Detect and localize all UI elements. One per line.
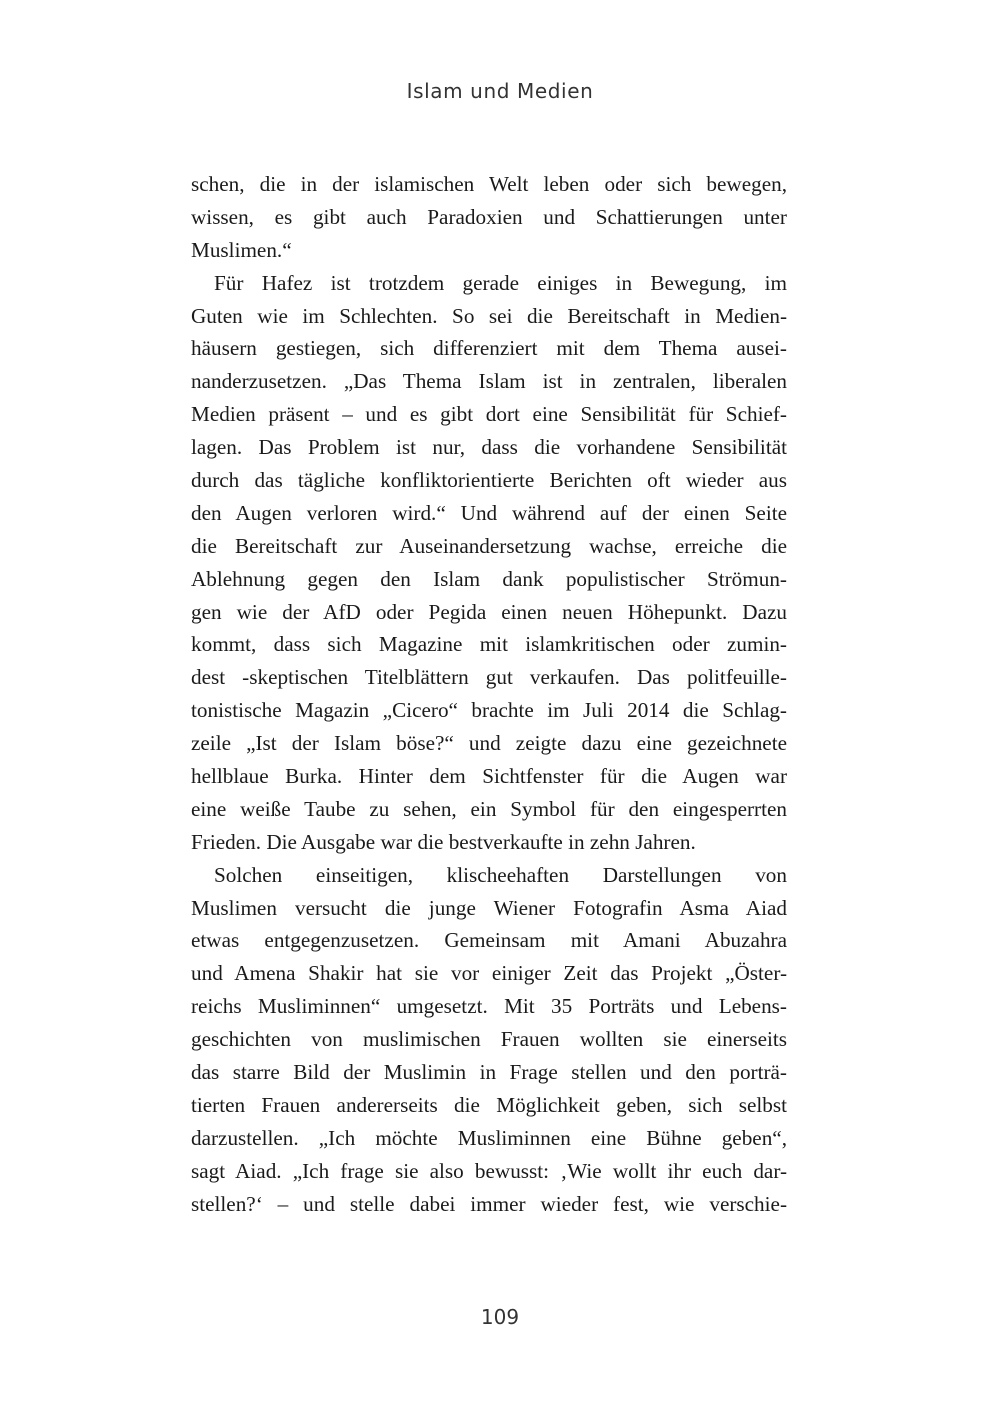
text-line: Für Hafez ist trotzdem gerade einiges in Bewegung, im bbox=[214, 270, 787, 295]
text-line: stellen?‘ – und stelle dabei immer wieder fest, wie verschie- bbox=[191, 1191, 787, 1216]
text-line: das starre Bild der Muslimin in Frage stellen und den porträ- bbox=[191, 1060, 787, 1085]
text-line: kommt, dass sich Magazine mit islamkritischen oder zumin- bbox=[191, 632, 787, 657]
text-line: etwas entgegenzusetzen. Gemeinsam mit Amani Abuzahra bbox=[191, 928, 787, 953]
text-line: Solchen einseitigen, klischeehaften Darstellungen von bbox=[214, 862, 787, 887]
text-line: schen, die in der islamischen Welt leben oder sich bewegen, bbox=[191, 172, 787, 196]
text-line: Muslimen versucht die junge Wiener Fotografin Asma Aiad bbox=[191, 895, 787, 920]
text-line: Medien präsent – und es gibt dort eine Sensibilität für Schief- bbox=[191, 402, 787, 427]
text-line: zeile „Ist der Islam böse?“ und zeigte dazu eine gezeichnete bbox=[191, 731, 787, 756]
text-line: eine weiße Taube zu sehen, ein Symbol für den eingesperrten bbox=[191, 796, 787, 821]
body-text bbox=[191, 168, 787, 1221]
text-line: durch das tägliche konfliktorientierte Berichten oft wieder aus bbox=[191, 468, 787, 493]
text-line: Guten wie im Schlechten. So sei die Bereitschaft in Medien- bbox=[191, 303, 787, 328]
text-line: Muslimen.“ bbox=[191, 237, 292, 262]
text-line: wissen, es gibt auch Paradoxien und Schattierungen unter bbox=[191, 204, 787, 229]
running-head: Islam und Medien bbox=[406, 79, 594, 103]
text-line: häusern gestiegen, sich differenziert mit dem Thema ausei- bbox=[191, 336, 787, 361]
text-line: darzustellen. „Ich möchte Musliminnen eine Bühne geben“, bbox=[191, 1125, 787, 1150]
text-line: reichs Musliminnen“ umgesetzt. Mit 35 Porträts und Lebens- bbox=[191, 994, 787, 1019]
text-line: Ablehnung gegen den Islam dank populistischer Strömun- bbox=[191, 566, 787, 591]
text-line: Frieden. Die Ausgabe war die bestverkaufte in zehn Jahren. bbox=[191, 829, 696, 854]
page-number: 109 bbox=[480, 1305, 520, 1329]
text-line: nanderzusetzen. „Das Thema Islam ist in zentralen, liberalen bbox=[191, 369, 787, 394]
text-line: tierten Frauen andererseits die Möglichkeit geben, sich selbst bbox=[191, 1092, 787, 1117]
paragraph-3 bbox=[191, 859, 787, 1221]
text-line: die Bereitschaft zur Auseinandersetzung wachse, erreiche die bbox=[191, 533, 787, 558]
text-line: geschichten von muslimischen Frauen wollten sie einerseits bbox=[191, 1027, 787, 1052]
text-line: gen wie der AfD oder Pegida einen neuen Höhepunkt. Dazu bbox=[191, 599, 787, 624]
paragraph-2 bbox=[191, 267, 787, 859]
text-line: hellblaue Burka. Hinter dem Sichtfenster für die Augen war bbox=[191, 764, 787, 789]
paragraph-1 bbox=[191, 168, 787, 267]
text-line: dest -skeptischen Titelblättern gut verkaufen. Das politfeuille- bbox=[191, 665, 787, 690]
text-line: tonistische Magazin „Cicero“ brachte im Juli 2014 die Schlag- bbox=[191, 698, 787, 723]
text-line: sagt Aiad. „Ich frage sie also bewusst: ‚Wie wollt ihr euch dar- bbox=[191, 1158, 787, 1183]
text-line: und Amena Shakir hat sie vor einiger Zeit das Projekt „Öster- bbox=[191, 961, 787, 986]
text-line: den Augen verloren wird.“ Und während auf der einen Seite bbox=[191, 500, 787, 525]
text-line: lagen. Das Problem ist nur, dass die vorhandene Sensibilität bbox=[191, 435, 787, 460]
